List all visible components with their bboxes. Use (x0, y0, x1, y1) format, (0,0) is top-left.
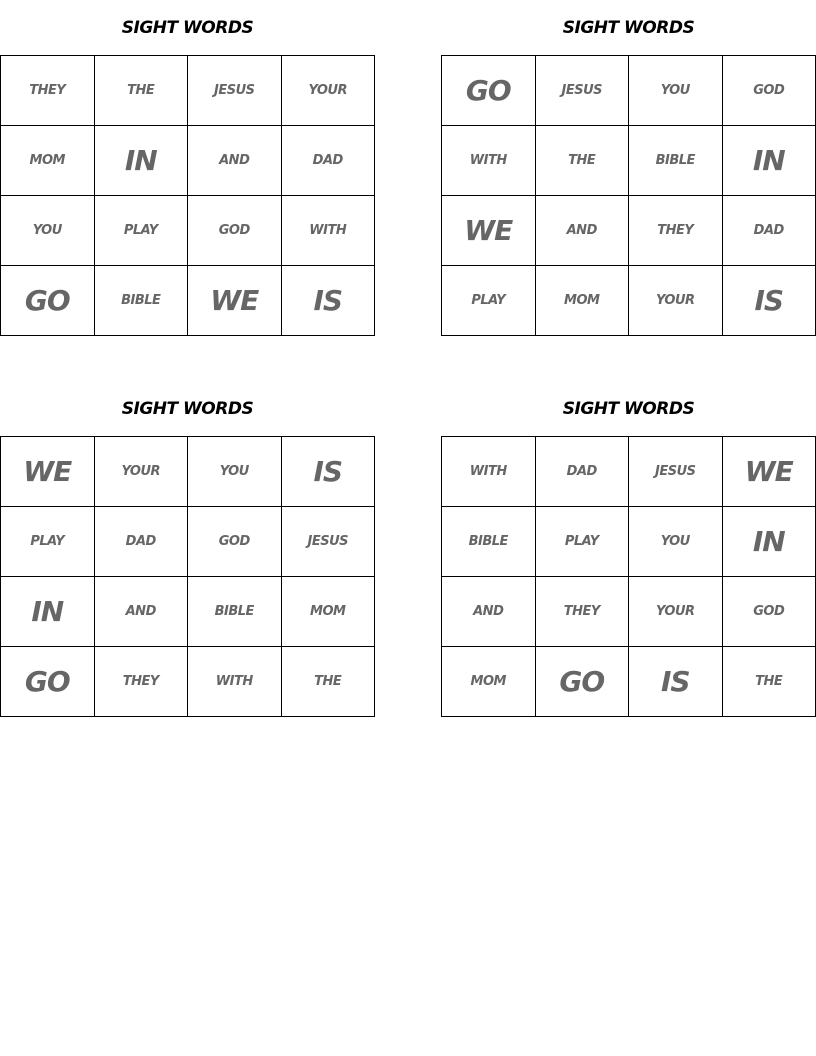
word-cell: JESUS (188, 56, 282, 126)
word-cell: WITH (188, 647, 282, 717)
word-cell: YOUR (281, 56, 375, 126)
word-cell: THEY (535, 577, 629, 647)
word-cell: YOU (629, 56, 723, 126)
word-cell: BIBLE (442, 507, 536, 577)
word-cell: GO (442, 56, 536, 126)
word-cell: AND (94, 577, 188, 647)
word-cell: YOU (1, 196, 95, 266)
word-cell: DAD (722, 196, 816, 266)
word-cell: BIBLE (629, 126, 723, 196)
grid-row (442, 437, 816, 507)
bingo-card-3 (0, 395, 375, 717)
word-cell: THE (281, 647, 375, 717)
grid-row (442, 577, 816, 647)
word-cell: WE (722, 437, 816, 507)
word-cell: PLAY (1, 507, 95, 577)
word-cell: IS (281, 437, 375, 507)
word-cell: IS (722, 266, 816, 336)
word-cell: GOD (722, 56, 816, 126)
word-cell: WE (442, 196, 536, 266)
word-grid (441, 436, 816, 717)
word-cell: BIBLE (94, 266, 188, 336)
word-cell: AND (188, 126, 282, 196)
bingo-card-4 (441, 395, 816, 717)
word-grid (0, 436, 375, 717)
word-cell: IN (722, 126, 816, 196)
word-cell: PLAY (94, 196, 188, 266)
word-cell: THEY (94, 647, 188, 717)
grid-row (1, 126, 375, 196)
word-cell: DAD (281, 126, 375, 196)
grid-row (1, 196, 375, 266)
grid-row (442, 266, 816, 336)
grid-row (442, 56, 816, 126)
word-cell: GO (1, 266, 95, 336)
bingo-card-1 (0, 14, 375, 336)
word-cell: THEY (629, 196, 723, 266)
word-cell: YOU (188, 437, 282, 507)
card-title: SIGHT WORDS (562, 18, 695, 38)
word-cell: YOU (629, 507, 723, 577)
card-title: SIGHT WORDS (562, 399, 695, 419)
word-cell: THE (94, 56, 188, 126)
word-cell: WE (1, 437, 95, 507)
word-cell: IS (629, 647, 723, 717)
word-cell: MOM (442, 647, 536, 717)
grid-row (442, 196, 816, 266)
word-cell: THEY (1, 56, 95, 126)
grid-row (442, 647, 816, 717)
card-title: SIGHT WORDS (121, 399, 254, 419)
word-cell: MOM (281, 577, 375, 647)
word-cell: IN (1, 577, 95, 647)
word-cell: JESUS (535, 56, 629, 126)
word-cell: GO (1, 647, 95, 717)
word-cell: YOUR (629, 577, 723, 647)
word-cell: GOD (188, 507, 282, 577)
word-cell: MOM (535, 266, 629, 336)
word-cell: IN (94, 126, 188, 196)
word-cell: WE (188, 266, 282, 336)
word-cell: GOD (722, 577, 816, 647)
grid-row (1, 266, 375, 336)
grid-row (1, 437, 375, 507)
word-grid (441, 55, 816, 336)
word-cell: WITH (281, 196, 375, 266)
word-cell: AND (442, 577, 536, 647)
word-cell: GOD (188, 196, 282, 266)
word-cell: WITH (442, 437, 536, 507)
word-cell: AND (535, 196, 629, 266)
word-cell: YOUR (629, 266, 723, 336)
grid-row (442, 126, 816, 196)
word-cell: MOM (1, 126, 95, 196)
word-cell: GO (535, 647, 629, 717)
grid-row (1, 577, 375, 647)
word-cell: WITH (442, 126, 536, 196)
word-grid (0, 55, 375, 336)
word-cell: JESUS (281, 507, 375, 577)
word-cell: JESUS (629, 437, 723, 507)
card-title: SIGHT WORDS (121, 18, 254, 38)
word-cell: DAD (535, 437, 629, 507)
bingo-card-2 (441, 14, 816, 336)
word-cell: DAD (94, 507, 188, 577)
grid-row (1, 647, 375, 717)
word-cell: YOUR (94, 437, 188, 507)
word-cell: BIBLE (188, 577, 282, 647)
word-cell: THE (722, 647, 816, 717)
word-cell: IN (722, 507, 816, 577)
word-cell: PLAY (535, 507, 629, 577)
grid-row (1, 507, 375, 577)
word-cell: THE (535, 126, 629, 196)
grid-row (1, 56, 375, 126)
word-cell: PLAY (442, 266, 536, 336)
word-cell: IS (281, 266, 375, 336)
grid-row (442, 507, 816, 577)
